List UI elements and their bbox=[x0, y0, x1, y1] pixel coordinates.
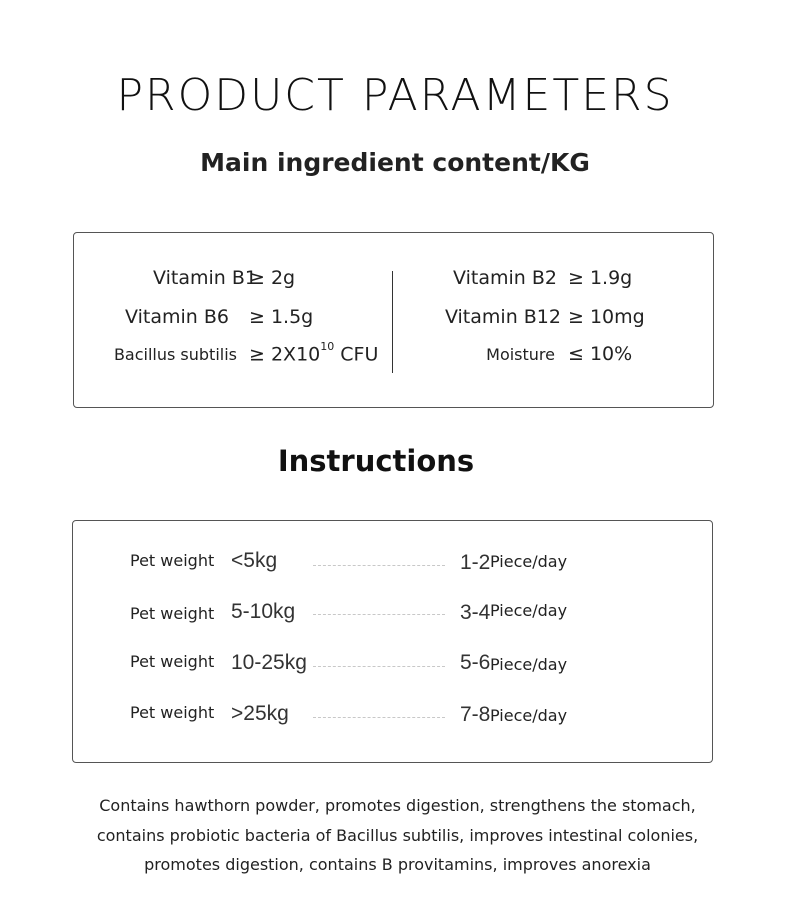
param-label-vitamin-b12: Vitamin B12 bbox=[444, 306, 561, 328]
param-label-moisture: Moisture bbox=[486, 345, 555, 364]
dosage-row-dash bbox=[313, 614, 445, 615]
dosage-row-weight: 10-25kg bbox=[231, 651, 307, 674]
dosage-row-quantity: 7-8 bbox=[460, 703, 491, 726]
param-value-vitamin-b6: ≥ 1.5g bbox=[249, 306, 314, 328]
dosage-row-unit: Piece/day bbox=[490, 706, 568, 725]
dosage-row-unit: Piece/day bbox=[490, 601, 568, 620]
dosage-row bbox=[73, 649, 714, 679]
dosage-row-quantity: 3-4 bbox=[460, 601, 491, 624]
dosage-row-weight: <5kg bbox=[231, 549, 278, 572]
dosage-row-dash bbox=[313, 666, 445, 667]
param-value-vitamin-b12: ≥ 10mg bbox=[568, 306, 645, 328]
dosage-row-unit: Piece/day bbox=[490, 655, 568, 674]
dosage-row-quantity: 5-6 bbox=[460, 651, 491, 674]
dosage-row-dash bbox=[313, 717, 445, 718]
parameters-panel bbox=[73, 232, 714, 408]
product-description bbox=[0, 791, 790, 880]
dosage-row bbox=[73, 548, 714, 578]
param-value-vitamin-b2: ≥ 1.9g bbox=[568, 267, 633, 289]
dosage-row-quantity: 1-2 bbox=[460, 551, 491, 574]
dosage-row-weight: 5-10kg bbox=[231, 600, 296, 623]
page-title: PRODUCT PARAMETERS bbox=[116, 70, 674, 121]
param-label-vitamin-b2: Vitamin B2 bbox=[453, 267, 557, 289]
description-line: Contains hawthorn powder, promotes digestion, strengthens the stomach, bbox=[99, 796, 696, 815]
instructions-heading: Instructions bbox=[277, 444, 475, 478]
description-line: promotes digestion, contains B provitamins, improves anorexia bbox=[144, 855, 651, 874]
description-line: contains probiotic bacteria of Bacillus subtilis, improves intestinal colonies, bbox=[96, 825, 699, 845]
dosage-row-unit: Piece/day bbox=[490, 552, 568, 571]
dosage-row-label: Pet weight bbox=[130, 551, 215, 570]
dosage-row-label: Pet weight bbox=[130, 703, 215, 722]
dosage-row-label: Pet weight bbox=[130, 652, 215, 671]
param-value-bacillus-prefix: ≥ 2X10 bbox=[249, 343, 321, 366]
column-divider bbox=[392, 271, 393, 373]
param-value-moisture: ≤ 10% bbox=[568, 343, 633, 365]
param-label-bacillus-subtilis: Bacillus subtilis bbox=[113, 345, 237, 364]
param-value-bacillus-suffix: CFU bbox=[334, 343, 379, 366]
dosage-row-weight: >25kg bbox=[231, 702, 289, 725]
dosage-row bbox=[73, 598, 714, 628]
instructions-panel bbox=[72, 520, 713, 763]
param-value-bacillus-exponent: 10 bbox=[320, 340, 335, 353]
page-subtitle: Main ingredient content/KG bbox=[200, 148, 590, 177]
dosage-row bbox=[73, 700, 714, 730]
param-label-vitamin-b1: Vitamin B1 bbox=[153, 267, 257, 289]
dosage-row-label: Pet weight bbox=[130, 604, 215, 623]
param-value-bacillus-subtilis bbox=[249, 340, 379, 366]
dosage-row-dash bbox=[313, 565, 445, 566]
param-value-vitamin-b1: ≥ 2g bbox=[249, 267, 296, 289]
param-label-vitamin-b6: Vitamin B6 bbox=[125, 306, 229, 328]
